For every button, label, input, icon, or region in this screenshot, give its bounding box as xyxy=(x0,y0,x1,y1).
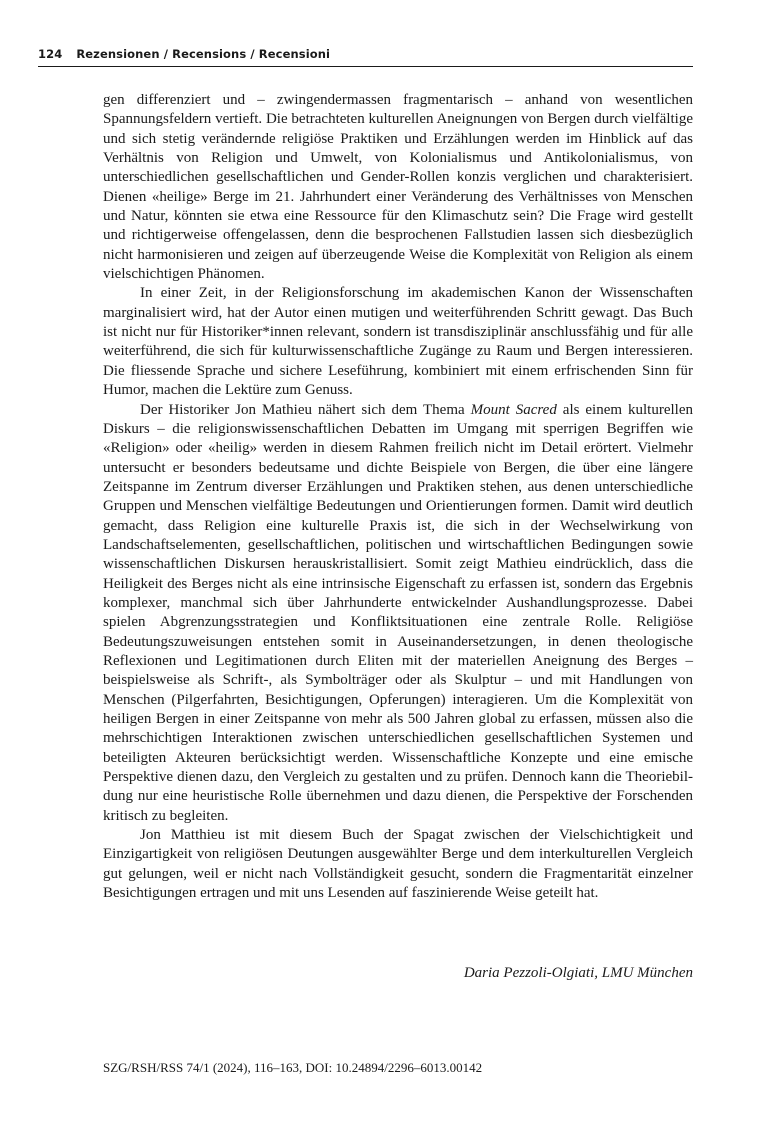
paragraph: Jon Matthieu ist mit diesem Buch der Spagat zwischen der Vielschichtigkeit und Einzigartigkeit von religiösen Deutungen ausgewählter Berge und dem interkulturellen Vergleich gut gelungen, weil er nicht nach Vollständigkeit gesucht, sondern die Fragmentarität einzelner Besichtigungen ertragen und mit uns Lesenden auf faszinierende Weise geteilt hat. xyxy=(103,827,693,902)
paragraph-text: als einem kulturellen Diskurs – die religionswissenschaftlichen Debatten im Umgang mit sperrigen Begriffen wie «Religion» oder «heilig» werden in diesem Rahmen freilich nicht im Detail erörtert. Vielmehr untersucht er besonders bedeutsame und dichte Beispiele von Bergen, die über eine längere Zeitspanne im Zentrum diverser Erzählungen und Praktiken stehen, aus denen unterschiedliche Gruppen und Menschen vielfältige Bedeutungen und Orientierungen formen. Damit wird deutlich gemacht, dass Religion eine kulturelle Praxis ist, die sich in der Wechselwirkung von Landschaftselementen, gesellschaftlichen, politischen und wirtschaftlichen Bedingungen sowie wissenschaftlichen Diskursen herauskristallisiert. Somit zeigt Mathieu eindrücklich, dass die Heiligkeit des Berges nicht als eine intrinsische Eigenschaft zu erfassen ist, sondern das Ergebnis komplexer, manchmal sich über Jahrhunderte entwickelnder Aushandlungsprozesse. Dabei spielen Abgrenzungsstrategien und Konfliktsituationen eine zentrale Rolle. Religiöse Bedeutungszuweisungen entstehen somit in Auseinandersetzungen, in denen theologische Reflexionen und Legitimationen durch Eliten mit der materiellen Aneignung des Berges – beispielsweise als Schrift-, als Symbolträger oder als Skulptur – und mit Handlungen von Menschen (Pilgerfahrten, Besichtigungen, Opferungen) interagieren. Um die Komplexität von heiligen Bergen in einer Zeitspanne von mehr als 500 Jahren global zu erfassen, müssen also die mehrschichtigen Interaktionen zwischen unterschiedlichen gesellschaftlichen Systemen und beteiligten Akteuren berücksichtigt werden. Wissenschaftliche Konzepte und eine emische Perspektive dienen dazu, den Vergleich zu gestalten und zu prüfen. Dennoch kann die Theoriebildung nur eine heuristische Rolle übernehmen und dazu dienen, die Perspektive der Forschenden kritisch zu begleiten. xyxy=(103,401,693,824)
reviewer-signature: Daria Pezzoli-Olgiati, LMU München xyxy=(463,965,693,981)
paragraph-text: Der Historiker Jon Mathieu nähert sich dem Thema xyxy=(140,401,471,418)
book-title-emphasis: Mount Sacred xyxy=(470,401,557,418)
review-body xyxy=(103,91,693,903)
running-head xyxy=(38,47,330,61)
journal-citation: SZG/RSH/RSS 74/1 (2024), 116–163, DOI: 10.24894/2296–6013.00142 xyxy=(103,1060,483,1075)
header-rule xyxy=(38,66,693,67)
running-title: Rezensionen / Recensions / Recensioni xyxy=(76,47,331,61)
paragraph xyxy=(103,401,693,827)
paragraph-continuation: gen differenziert und – zwingendermassen fragmentarisch – anhand von wesentlichen Spannungsfeldern vertieft. Die betrachteten kulturellen Aneignungen von Bergen durch vielfältige und sich stetig verändernde religiöse Praktiken und Erzählungen werden im Hinblick auf das Verhältnis von Religion und Umwelt, von Kolonialismus und Antikolonialismus, von unterschiedlichen gesellschaftlichen und Gender-Rollen konzis verglichen und charakterisiert. Dienen «heilige» Berge im 21. Jahrhundert einer Veränderung des Verhältnisses von Menschen und Natur, könnten sie etwa eine Ressource für den Klimaschutz sein? Die Frage wird gestellt und richtigerweise offengelassen, denn die besprochenen Fallstudien lassen sich diesbezüglich nicht harmonisieren und zeigen auf überzeugende Weise die Komplexität von Religion als einem vielschichtigen Phänomen. xyxy=(103,92,693,283)
paragraph: In einer Zeit, in der Religionsforschung im akademischen Kanon der Wissenschaften marginalisiert wird, hat der Autor einen mutigen und weiterführenden Schritt gewagt. Das Buch ist nicht nur für Historiker*innen relevant, sondern ist transdisziplinär anschlussfähig und für alle weiterführend, die sich für kulturwissenschaftliche Zugänge zu Raum und Bergen interessieren. Die fliessende Sprache und sichere Leseführung, kombiniert mit einem erfrischenden Sinn für Humor, machen die Lektüre zum Genuss. xyxy=(103,285,693,399)
page-number: 124 xyxy=(38,47,63,61)
